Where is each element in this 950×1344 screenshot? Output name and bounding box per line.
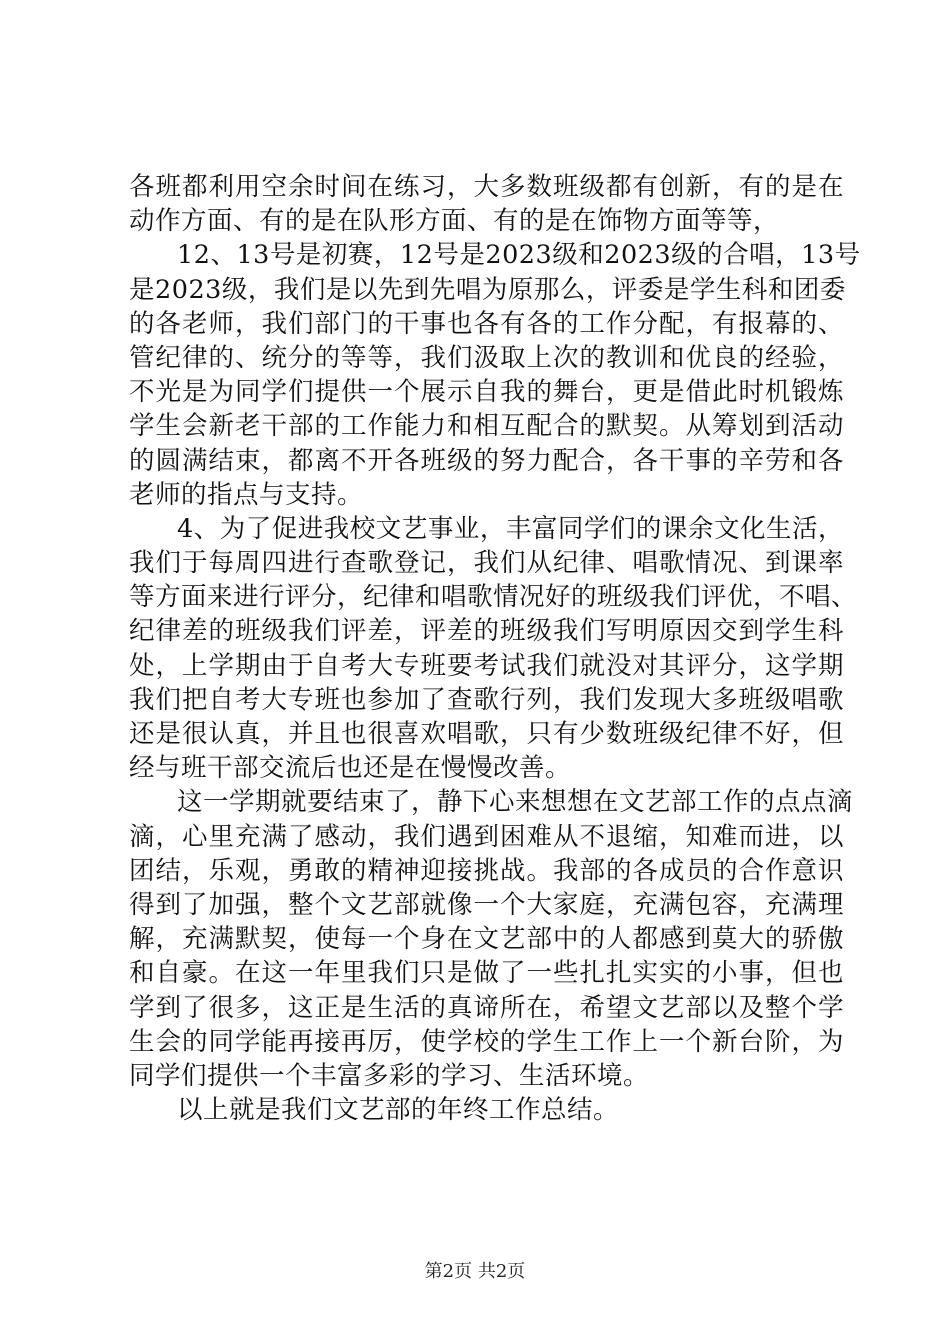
text-line: 动作方面、有的是在队形方面、有的是在饰物方面等等，	[129, 206, 780, 237]
text-line: 处，上学期由于自考大专班要考试我们就没对其评分，这学期	[129, 650, 844, 681]
text-line: 的圆满结束，都离不开各班级的努力配合，各干事的辛劳和各	[129, 445, 844, 476]
text-line: 纪律差的班级我们评差，评差的班级我们写明原因交到学生科	[129, 616, 844, 647]
document-body	[129, 170, 861, 1127]
text-line: 这一学期就要结束了，静下心来想想在文艺部工作的点点滴	[177, 787, 854, 818]
text-line: 得到了加强，整个文艺部就像一个大家庭，充满包容，充满理	[129, 889, 844, 920]
text-line: 生会的同学能再接再厉，使学校的学生工作上一个新台阶，为	[129, 1026, 844, 1057]
text-line: 同学们提供一个丰富多彩的学习、生活环境。	[129, 1060, 650, 1091]
text-line: 的各老师，我们部门的干事也各有各的工作分配，有报幕的、	[129, 308, 844, 339]
text-line: 等方面来进行评分，纪律和唱歌情况好的班级我们评优，不唱、	[129, 582, 858, 613]
text-line: 不光是为同学们提供一个展示自我的舞台，更是借此时机锻炼	[129, 377, 844, 408]
text-line: 解，充满默契，使每一个身在文艺部中的人都感到莫大的骄傲	[129, 924, 844, 955]
text-line: 还是很认真，并且也很喜欢唱歌，只有少数班级纪律不好，但	[129, 719, 844, 749]
text-line: 我们于每周四进行查歌登记，我们从纪律、唱歌情况、到课率	[129, 548, 844, 579]
text-line: 管纪律的、统分的等等，我们汲取上次的教训和优良的经验，	[129, 342, 844, 373]
text-line: 滴，心里充满了感动，我们遇到困难从不退缩，知难而进，以	[129, 821, 844, 852]
text-line: 经与班干部交流后也还是在慢慢改善。	[129, 753, 572, 784]
text-line: 和自豪。在这一年里我们只是做了一些扎扎实实的小事，但也	[129, 958, 844, 989]
text-line: 是2023级，我们是以先到先唱为原那么，评委是学生科和团委	[129, 274, 846, 305]
text-line: 学到了很多，这正是生活的真谛所在，希望文艺部以及整个学	[129, 992, 844, 1023]
text-line: 12、13号是初赛，12号是2023级和2023级的合唱，13号	[177, 240, 861, 271]
text-line: 学生会新老干部的工作能力和相互配合的默契。从筹划到活动	[129, 411, 844, 442]
text-line: 我们把自考大专班也参加了查歌行列，我们发现大多班级唱歌	[129, 684, 844, 715]
text-line: 各班都利用空余时间在练习，大多数班级都有创新，有的是在	[129, 172, 844, 202]
text-line: 4、为了促进我校文艺事业，丰富同学们的课余文化生活，	[177, 513, 844, 544]
text-line: 老师的指点与支持。	[129, 479, 364, 510]
text-line: 团结，乐观，勇敢的精神迎接挑战。我部的各成员的合作意识	[129, 855, 844, 886]
text-line: 以上就是我们文艺部的年终工作总结。	[177, 1095, 620, 1126]
page-number-footer: 第2页 共2页	[424, 1261, 526, 1282]
